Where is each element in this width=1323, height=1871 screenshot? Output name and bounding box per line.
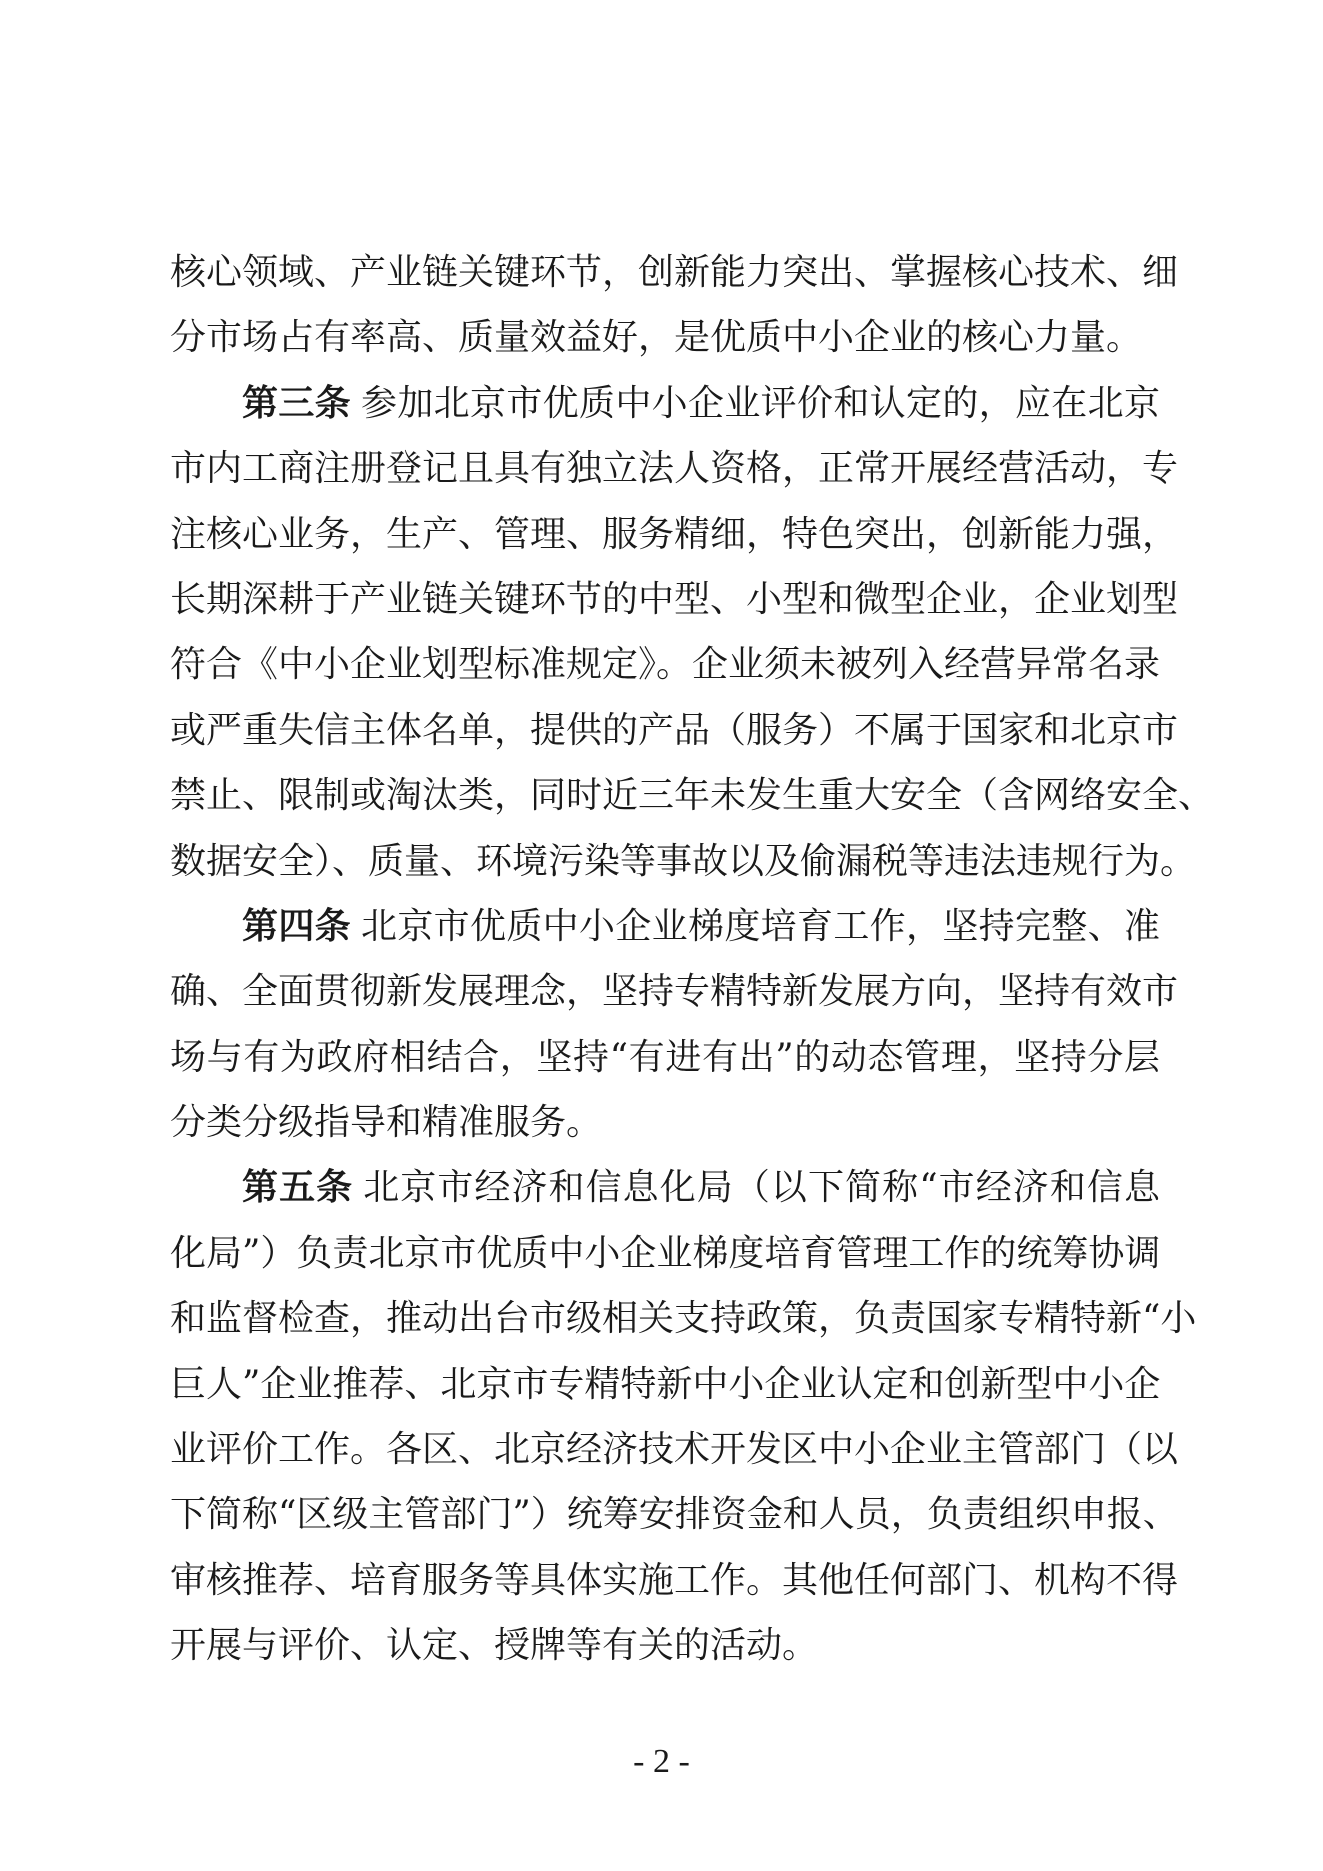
text-line: 数据安全）、质量、环境污染等事故以及偷漏税等违法违规行为。 [170, 840, 1197, 882]
text-line: 符合《中小企业划型标准规定》。企业须未被列入经营异常名录 [170, 644, 1161, 686]
text-line: 禁止、限制或淘汰类，同时近三年未发生重大安全（含网络安全、 [170, 775, 1215, 817]
text-line: 场与有为政府相结合，坚持“有进有出”的动态管理，坚持分层 [170, 1036, 1160, 1078]
article-3 [170, 371, 1215, 894]
text-line: 或严重失信主体名单，提供的产品（服务）不属于国家和北京市 [170, 709, 1179, 751]
text-line: 下简称“区级主管部门”）统筹安排资金和人员，负责组织申报、 [170, 1494, 1179, 1536]
article-4 [170, 894, 1179, 1156]
text-line: 分类分级指导和精准服务。 [170, 1102, 603, 1144]
text-line [170, 894, 1160, 959]
text-line: 核心领域、产业链关键环节，创新能力突出、掌握核心技术、细 [170, 252, 1179, 293]
text-line: 分市场占有率高、质量效益好，是优质中小企业的核心力量。 [170, 317, 1143, 359]
text-line: 和监督检查，推动出台市级相关支持政策，负责国家专精特新“小 [170, 1298, 1197, 1340]
text-line [170, 371, 1160, 436]
text-line: 确、全面贯彻新发展理念，坚持专精特新发展方向，坚持有效市 [170, 971, 1179, 1013]
text-span: 北京市优质中小企业梯度培育工作，坚持完整、准 [361, 905, 1160, 947]
text-span: 参加北京市优质中小企业评价和认定的，应在北京 [361, 382, 1160, 424]
paragraph-continuation [170, 240, 1179, 371]
article-label: 第三条 [242, 382, 351, 424]
text-line: 业评价工作。各区、北京经济技术开发区中小企业主管部门（以 [170, 1429, 1179, 1471]
document-body [170, 240, 1215, 1679]
article-label: 第五条 [242, 1167, 354, 1209]
text-line: 巨人”企业推荐、北京市专精特新中小企业认定和创新型中小企 [170, 1363, 1161, 1405]
text-line: 长期深耕于产业链关键环节的中型、小型和微型企业，企业划型 [170, 578, 1179, 620]
text-line: 注核心业务，生产、管理、服务精细，特色突出，创新能力强， [170, 513, 1179, 555]
text-line: 市内工商注册登记且具有独立法人资格，正常开展经营活动，专 [170, 448, 1179, 490]
text-line: 审核推荐、培育服务等具体实施工作。其他任何部门、机构不得 [170, 1559, 1179, 1601]
article-label: 第四条 [242, 905, 351, 947]
page-number: - 2 - [633, 1743, 690, 1780]
text-line: 开展与评价、认定、授牌等有关的活动。 [170, 1625, 819, 1667]
article-5 [170, 1155, 1197, 1678]
text-span: 北京市经济和信息化局（以下简称“市经济和信息 [363, 1167, 1160, 1209]
text-line: 化局”）负责北京市优质中小企业梯度培育管理工作的统筹协调 [170, 1232, 1161, 1274]
text-line [170, 1155, 1160, 1220]
